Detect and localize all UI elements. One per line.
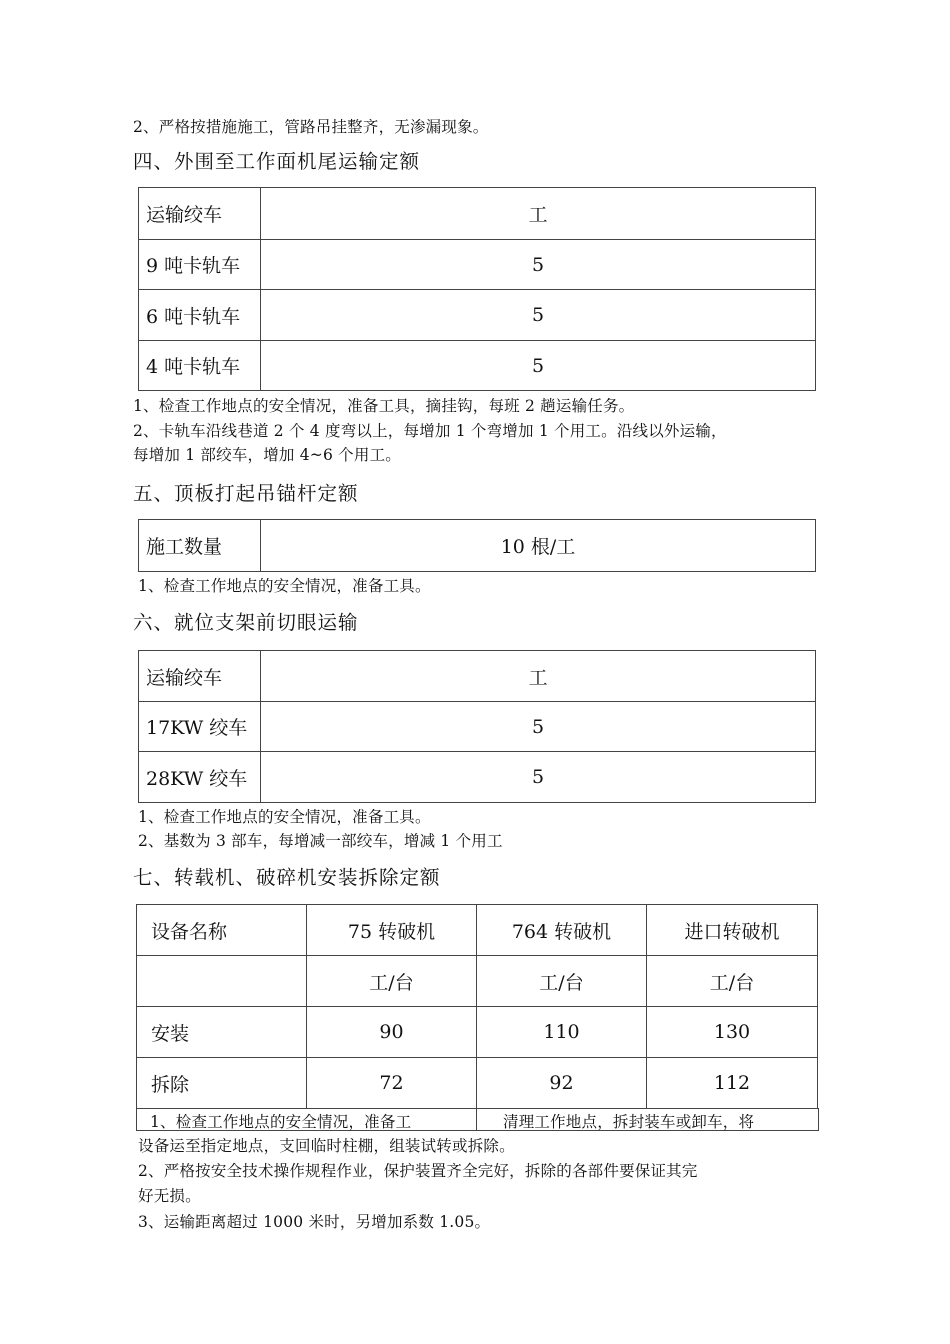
table-cell: 工/台	[307, 956, 477, 1007]
table-row	[137, 1058, 818, 1109]
table-cell: 75 转破机	[307, 905, 477, 956]
table-cell: 工/台	[647, 956, 818, 1007]
table-cell: 运输绞车	[139, 651, 261, 702]
table-cell: 工	[261, 188, 816, 240]
table-cell: 设备名称	[137, 905, 307, 956]
table-header-row	[139, 651, 816, 702]
table-cell: 764 转破机	[477, 905, 647, 956]
table-row	[137, 956, 818, 1007]
table-cell: 5	[261, 752, 816, 803]
table-cell: 工/台	[477, 956, 647, 1007]
table-cell: 6 吨卡轨车	[139, 290, 261, 341]
table-cell: 5	[261, 702, 816, 752]
table-cell: 72	[307, 1058, 477, 1109]
note-line: 好无损。	[138, 1187, 201, 1205]
table-cell: 拆除	[137, 1058, 307, 1109]
table-divider	[476, 1108, 477, 1130]
note-line: 3、运输距离超过 1000 米时，另增加系数 1.05。	[138, 1213, 491, 1231]
table-cell: 5	[261, 341, 816, 391]
section-heading-7: 七、转载机、破碎机安装拆除定额	[133, 866, 441, 889]
table-cell: 进口转破机	[647, 905, 818, 956]
note-line: 2、基数为 3 部车，每增减一部绞车，增减 1 个用工	[138, 832, 503, 850]
table-cell: 110	[477, 1007, 647, 1058]
section-heading-6: 六、就位支架前切眼运输	[133, 611, 359, 634]
table-cell: 安装	[137, 1007, 307, 1058]
support-transport-table	[138, 650, 816, 803]
table-cell: 施工数量	[139, 520, 261, 572]
note-line: 每增加 1 部绞车，增加 4~6 个用工。	[133, 446, 401, 464]
table-cell: 运输绞车	[139, 188, 261, 240]
note-line: 设备运至指定地点，支回临时柱棚，组装试转或拆除。	[138, 1137, 515, 1155]
table-header-row	[139, 188, 816, 240]
note-line: 2、卡轨车沿线巷道 2 个 4 度弯以上，每增加 1 个弯增加 1 个用工。沿线以外运输，	[133, 422, 727, 440]
note-line: 2、严格按措施施工，管路吊挂整齐，无渗漏现象。	[133, 118, 489, 136]
table-cell: 130	[647, 1007, 818, 1058]
section-heading-4: 四、外围至工作面机尾运输定额	[133, 150, 421, 173]
table-cell: 5	[261, 240, 816, 290]
table-cell: 9 吨卡轨车	[139, 240, 261, 290]
transport-quota-table	[138, 187, 816, 391]
bolt-quota-table	[138, 519, 816, 572]
table-cell: 92	[477, 1058, 647, 1109]
table-row	[139, 341, 816, 391]
table-cell: 28KW 绞车	[139, 752, 261, 803]
crusher-install-table	[136, 904, 818, 1109]
table-row	[139, 752, 816, 803]
note-line: 1、检查工作地点的安全情况，准备工具，摘挂钩，每班 2 趟运输任务。	[133, 397, 635, 415]
table-row	[139, 290, 816, 341]
table-cell: 17KW 绞车	[139, 702, 261, 752]
note-line: 1、检查工作地点的安全情况，准备工具。	[138, 808, 431, 826]
table-cell: 90	[307, 1007, 477, 1058]
note-line: 清理工作地点，拆封装车或卸车，将	[503, 1113, 755, 1131]
table-cell: 4 吨卡轨车	[139, 341, 261, 391]
table-row	[139, 702, 816, 752]
note-line: 1、检查工作地点的安全情况，准备工	[150, 1113, 412, 1131]
table-cell: 工	[261, 651, 816, 702]
table-header-row	[137, 905, 818, 956]
section-heading-5: 五、顶板打起吊锚杆定额	[133, 482, 359, 505]
note-line: 2、严格按安全技术操作规程作业，保护装置齐全完好，拆除的各部件要保证其完	[138, 1162, 698, 1180]
table-row	[139, 240, 816, 290]
table-cell: 10 根/工	[261, 520, 816, 572]
table-cell: 5	[261, 290, 816, 341]
table-cell: 112	[647, 1058, 818, 1109]
note-line: 1、检查工作地点的安全情况，准备工具。	[138, 577, 431, 595]
table-row	[137, 1007, 818, 1058]
table-row	[139, 520, 816, 572]
table-cell	[137, 956, 307, 1007]
